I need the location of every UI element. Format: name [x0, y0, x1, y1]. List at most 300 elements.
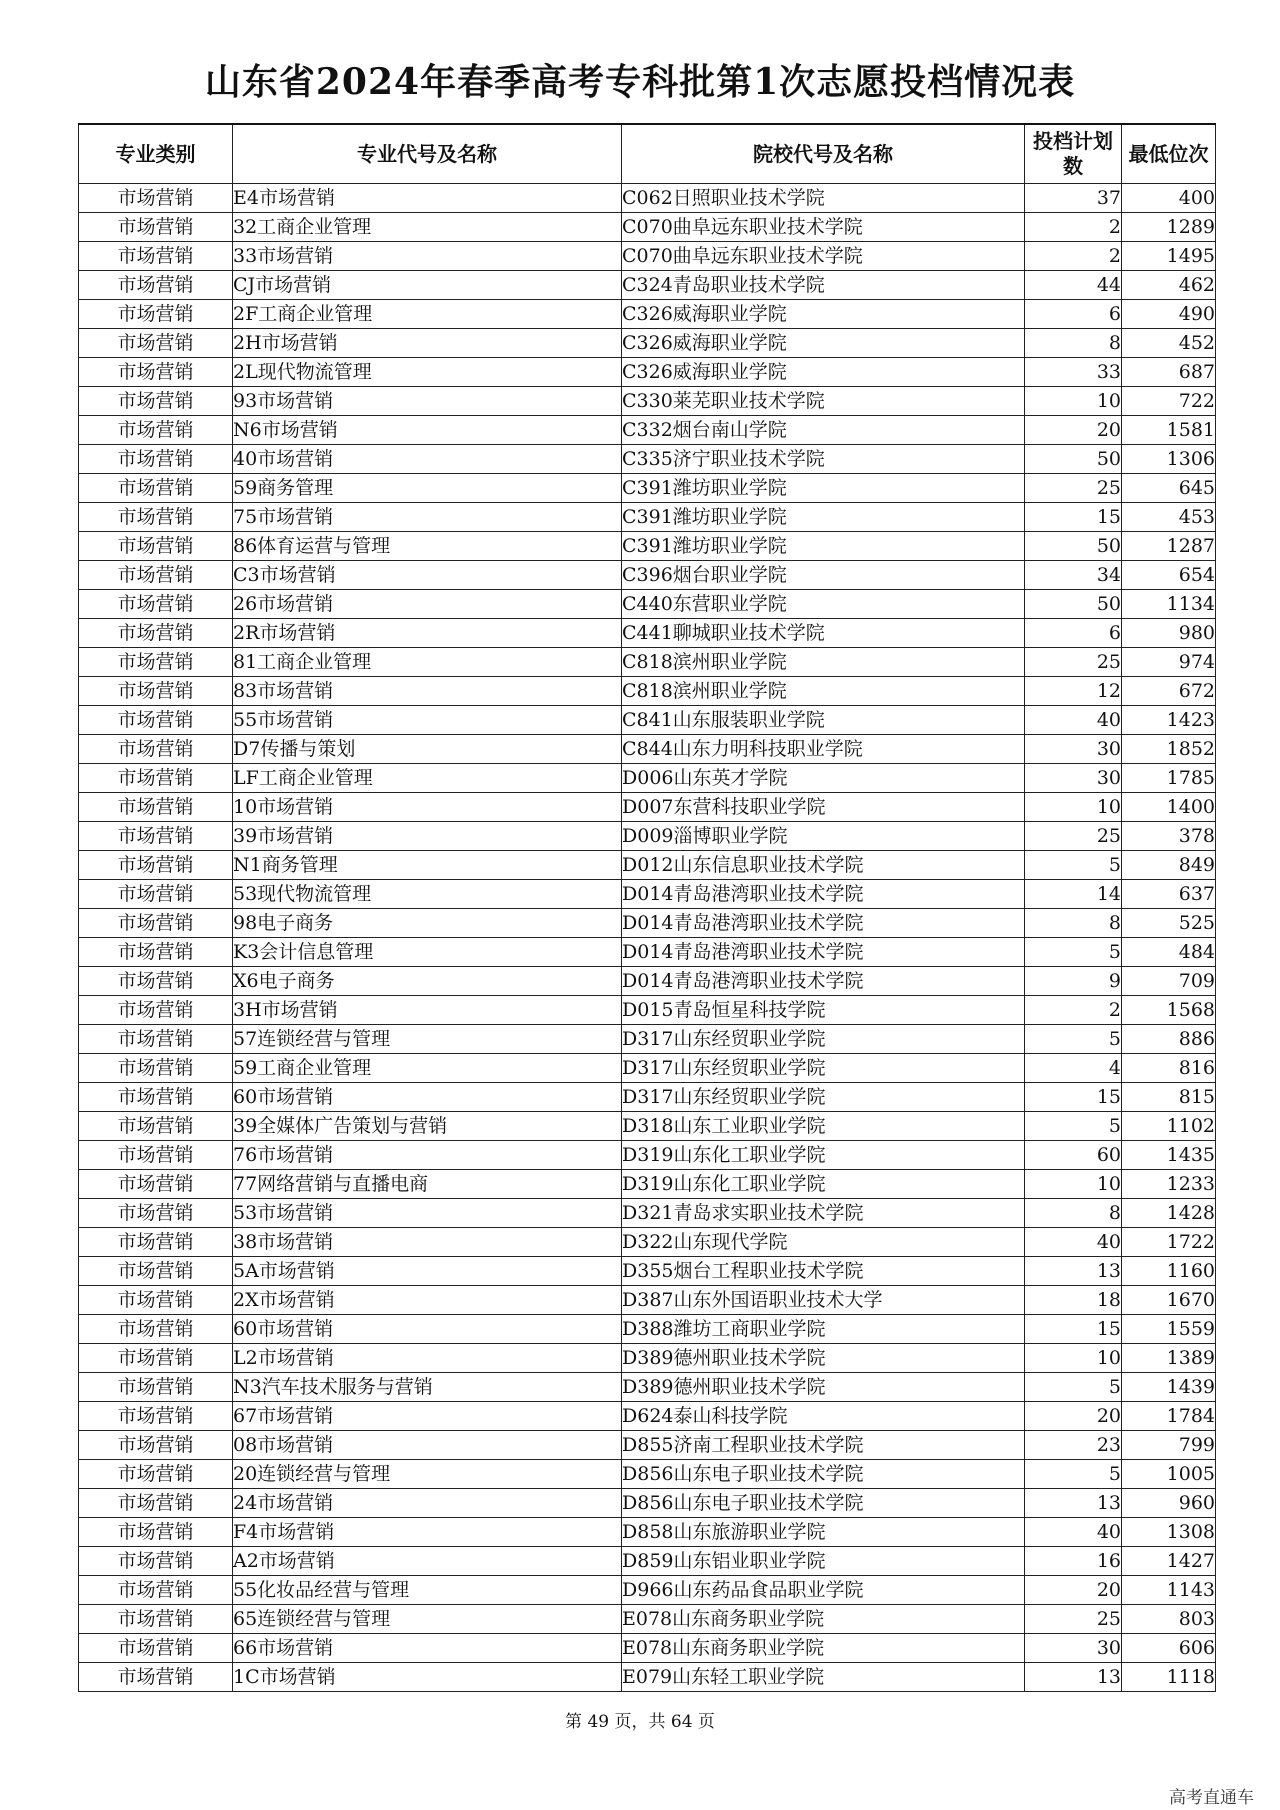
cell-plan-count: 18 [1025, 1286, 1122, 1315]
cell-plan-count: 30 [1025, 735, 1122, 764]
cell-major: K3会计信息管理 [233, 938, 622, 967]
table-row [79, 909, 1216, 938]
cell-major: 53市场营销 [233, 1199, 622, 1228]
cell-major: 2F工商企业管理 [233, 300, 622, 329]
table-row [79, 677, 1216, 706]
cell-plan-count: 5 [1025, 1112, 1122, 1141]
cell-plan-count: 5 [1025, 1373, 1122, 1402]
cell-category: 市场营销 [79, 648, 233, 677]
cell-school: C818滨州职业学院 [622, 648, 1025, 677]
cell-plan-count: 13 [1025, 1489, 1122, 1518]
cell-category: 市场营销 [79, 1373, 233, 1402]
cell-plan-count: 34 [1025, 561, 1122, 590]
cell-major: 86体育运营与管理 [233, 532, 622, 561]
cell-plan-count: 8 [1025, 909, 1122, 938]
cell-school: C440东营职业学院 [622, 590, 1025, 619]
cell-school: D856山东电子职业技术学院 [622, 1460, 1025, 1489]
cell-school: D858山东旅游职业学院 [622, 1518, 1025, 1547]
cell-category: 市场营销 [79, 1025, 233, 1054]
cell-plan-count: 44 [1025, 271, 1122, 300]
cell-school: D012山东信息职业技术学院 [622, 851, 1025, 880]
cell-category: 市场营销 [79, 1402, 233, 1431]
header-plan: 投档计划数 [1025, 124, 1122, 184]
cell-plan-count: 37 [1025, 184, 1122, 213]
cell-category: 市场营销 [79, 851, 233, 880]
cell-min-rank: 1784 [1122, 1402, 1216, 1431]
cell-school: D387山东外国语职业技术大学 [622, 1286, 1025, 1315]
cell-plan-count: 40 [1025, 1518, 1122, 1547]
cell-min-rank: 1289 [1122, 213, 1216, 242]
cell-school: C070曲阜远东职业技术学院 [622, 242, 1025, 271]
cell-category: 市场营销 [79, 793, 233, 822]
cell-major: 08市场营销 [233, 1431, 622, 1460]
table-row [79, 1663, 1216, 1692]
cell-min-rank: 799 [1122, 1431, 1216, 1460]
cell-major: 55市场营销 [233, 706, 622, 735]
table-row [79, 793, 1216, 822]
cell-school: E079山东轻工职业学院 [622, 1663, 1025, 1692]
cell-major: N6市场营销 [233, 416, 622, 445]
cell-category: 市场营销 [79, 735, 233, 764]
table-row [79, 851, 1216, 880]
cell-min-rank: 1581 [1122, 416, 1216, 445]
cell-school: D015青岛恒星科技学院 [622, 996, 1025, 1025]
cell-min-rank: 1160 [1122, 1257, 1216, 1286]
cell-plan-count: 5 [1025, 1460, 1122, 1489]
table-row [79, 590, 1216, 619]
cell-category: 市场营销 [79, 822, 233, 851]
cell-major: 10市场营销 [233, 793, 622, 822]
cell-major: 76市场营销 [233, 1141, 622, 1170]
cell-school: D014青岛港湾职业技术学院 [622, 967, 1025, 996]
cell-min-rank: 1427 [1122, 1547, 1216, 1576]
table-row [79, 1431, 1216, 1460]
cell-min-rank: 709 [1122, 967, 1216, 996]
table-row [79, 1025, 1216, 1054]
cell-major: 32工商企业管理 [233, 213, 622, 242]
cell-major: 38市场营销 [233, 1228, 622, 1257]
cell-plan-count: 20 [1025, 1576, 1122, 1605]
cell-plan-count: 4 [1025, 1054, 1122, 1083]
cell-min-rank: 1439 [1122, 1373, 1216, 1402]
cell-plan-count: 12 [1025, 677, 1122, 706]
table-row [79, 532, 1216, 561]
cell-category: 市场营销 [79, 1489, 233, 1518]
cell-school: D006山东英才学院 [622, 764, 1025, 793]
table-row [79, 1373, 1216, 1402]
cell-major: 53现代物流管理 [233, 880, 622, 909]
cell-plan-count: 25 [1025, 474, 1122, 503]
cell-min-rank: 1722 [1122, 1228, 1216, 1257]
cell-plan-count: 25 [1025, 822, 1122, 851]
cell-major: 26市场营销 [233, 590, 622, 619]
table-row [79, 1286, 1216, 1315]
cell-min-rank: 960 [1122, 1489, 1216, 1518]
cell-plan-count: 13 [1025, 1257, 1122, 1286]
cell-min-rank: 974 [1122, 648, 1216, 677]
table-row [79, 445, 1216, 474]
cell-major: 5A市场营销 [233, 1257, 622, 1286]
cell-major: N3汽车技术服务与营销 [233, 1373, 622, 1402]
cell-major: 59工商企业管理 [233, 1054, 622, 1083]
cell-plan-count: 50 [1025, 590, 1122, 619]
cell-category: 市场营销 [79, 677, 233, 706]
cell-category: 市场营销 [79, 532, 233, 561]
cell-plan-count: 30 [1025, 764, 1122, 793]
table-row [79, 213, 1216, 242]
cell-school: C326威海职业学院 [622, 329, 1025, 358]
header-school: 院校代号及名称 [622, 124, 1025, 184]
cell-major: CJ市场营销 [233, 271, 622, 300]
cell-school: D856山东电子职业技术学院 [622, 1489, 1025, 1518]
cell-category: 市场营销 [79, 706, 233, 735]
cell-category: 市场营销 [79, 1315, 233, 1344]
cell-min-rank: 722 [1122, 387, 1216, 416]
cell-min-rank: 1785 [1122, 764, 1216, 793]
cell-school: E078山东商务职业学院 [622, 1634, 1025, 1663]
cell-plan-count: 15 [1025, 1315, 1122, 1344]
table-body [79, 184, 1216, 1692]
table-row [79, 764, 1216, 793]
cell-school: C841山东服装职业学院 [622, 706, 1025, 735]
cell-category: 市场营销 [79, 1431, 233, 1460]
cell-min-rank: 490 [1122, 300, 1216, 329]
cell-school: C391潍坊职业学院 [622, 474, 1025, 503]
cell-major: 39市场营销 [233, 822, 622, 851]
cell-plan-count: 6 [1025, 619, 1122, 648]
cell-plan-count: 5 [1025, 1025, 1122, 1054]
cell-category: 市场营销 [79, 445, 233, 474]
cell-plan-count: 9 [1025, 967, 1122, 996]
table-row [79, 184, 1216, 213]
table-row [79, 1315, 1216, 1344]
cell-major: 65连锁经营与管理 [233, 1605, 622, 1634]
cell-category: 市场营销 [79, 1518, 233, 1547]
cell-school: D014青岛港湾职业技术学院 [622, 909, 1025, 938]
cell-min-rank: 645 [1122, 474, 1216, 503]
table-row [79, 1141, 1216, 1170]
table-row [79, 1518, 1216, 1547]
cell-category: 市场营销 [79, 300, 233, 329]
cell-school: D388潍坊工商职业学院 [622, 1315, 1025, 1344]
cell-major: 2L现代物流管理 [233, 358, 622, 387]
cell-min-rank: 1495 [1122, 242, 1216, 271]
cell-school: D009淄博职业学院 [622, 822, 1025, 851]
cell-plan-count: 50 [1025, 532, 1122, 561]
cell-plan-count: 30 [1025, 1634, 1122, 1663]
cell-category: 市场营销 [79, 967, 233, 996]
cell-school: C396烟台职业学院 [622, 561, 1025, 590]
table-row [79, 416, 1216, 445]
cell-category: 市场营销 [79, 184, 233, 213]
table-row [79, 619, 1216, 648]
cell-school: D007东营科技职业学院 [622, 793, 1025, 822]
cell-min-rank: 1568 [1122, 996, 1216, 1025]
cell-major: 3H市场营销 [233, 996, 622, 1025]
cell-major: 60市场营销 [233, 1315, 622, 1344]
cell-category: 市场营销 [79, 329, 233, 358]
cell-min-rank: 849 [1122, 851, 1216, 880]
cell-plan-count: 15 [1025, 1083, 1122, 1112]
cell-min-rank: 816 [1122, 1054, 1216, 1083]
table-row [79, 967, 1216, 996]
cell-min-rank: 1423 [1122, 706, 1216, 735]
cell-major: 77网络营销与直播电商 [233, 1170, 622, 1199]
cell-school: C326威海职业学院 [622, 358, 1025, 387]
page-title: 山东省2024年春季高考专科批第1次志愿投档情况表 [204, 61, 1076, 103]
admission-table [78, 123, 1216, 1692]
cell-major: 67市场营销 [233, 1402, 622, 1431]
cell-plan-count: 15 [1025, 503, 1122, 532]
cell-major: 2X市场营销 [233, 1286, 622, 1315]
cell-plan-count: 25 [1025, 1605, 1122, 1634]
cell-major: A2市场营销 [233, 1547, 622, 1576]
cell-min-rank: 1400 [1122, 793, 1216, 822]
cell-plan-count: 23 [1025, 1431, 1122, 1460]
cell-category: 市场营销 [79, 1547, 233, 1576]
cell-category: 市场营销 [79, 1228, 233, 1257]
cell-min-rank: 637 [1122, 880, 1216, 909]
cell-category: 市场营销 [79, 880, 233, 909]
cell-school: C070曲阜远东职业技术学院 [622, 213, 1025, 242]
table-row [79, 1344, 1216, 1373]
cell-major: 93市场营销 [233, 387, 622, 416]
cell-major: E4市场营销 [233, 184, 622, 213]
cell-min-rank: 1233 [1122, 1170, 1216, 1199]
cell-min-rank: 1559 [1122, 1315, 1216, 1344]
cell-major: 20连锁经营与管理 [233, 1460, 622, 1489]
cell-school: D014青岛港湾职业技术学院 [622, 938, 1025, 967]
header-rank: 最低位次 [1122, 124, 1216, 184]
cell-school: D966山东药品食品职业学院 [622, 1576, 1025, 1605]
cell-school: C844山东力明科技职业学院 [622, 735, 1025, 764]
cell-school: C324青岛职业技术学院 [622, 271, 1025, 300]
cell-plan-count: 10 [1025, 1344, 1122, 1373]
cell-plan-count: 16 [1025, 1547, 1122, 1576]
cell-school: D318山东工业职业学院 [622, 1112, 1025, 1141]
cell-min-rank: 1143 [1122, 1576, 1216, 1605]
cell-category: 市场营销 [79, 1199, 233, 1228]
cell-major: 60市场营销 [233, 1083, 622, 1112]
cell-category: 市场营销 [79, 1663, 233, 1692]
cell-min-rank: 1435 [1122, 1141, 1216, 1170]
cell-plan-count: 50 [1025, 445, 1122, 474]
cell-major: L2市场营销 [233, 1344, 622, 1373]
cell-plan-count: 13 [1025, 1663, 1122, 1692]
cell-school: D322山东现代学院 [622, 1228, 1025, 1257]
cell-school: D855济南工程职业技术学院 [622, 1431, 1025, 1460]
table-row [79, 1199, 1216, 1228]
cell-category: 市场营销 [79, 996, 233, 1025]
cell-school: D355烟台工程职业技术学院 [622, 1257, 1025, 1286]
cell-min-rank: 1306 [1122, 445, 1216, 474]
table-row [79, 1402, 1216, 1431]
cell-major: 2H市场营销 [233, 329, 622, 358]
cell-school: E078山东商务职业学院 [622, 1605, 1025, 1634]
cell-school: C391潍坊职业学院 [622, 532, 1025, 561]
cell-category: 市场营销 [79, 503, 233, 532]
cell-plan-count: 6 [1025, 300, 1122, 329]
cell-category: 市场营销 [79, 1054, 233, 1083]
cell-plan-count: 5 [1025, 851, 1122, 880]
cell-category: 市场营销 [79, 1576, 233, 1605]
table-row [79, 300, 1216, 329]
cell-plan-count: 20 [1025, 416, 1122, 445]
table-row [79, 996, 1216, 1025]
cell-min-rank: 1428 [1122, 1199, 1216, 1228]
table-row [79, 561, 1216, 590]
cell-min-rank: 484 [1122, 938, 1216, 967]
cell-major: 1C市场营销 [233, 1663, 622, 1692]
cell-min-rank: 672 [1122, 677, 1216, 706]
cell-plan-count: 10 [1025, 1170, 1122, 1199]
table-header-row [79, 124, 1216, 184]
table-row [79, 358, 1216, 387]
cell-plan-count: 60 [1025, 1141, 1122, 1170]
table-row [79, 387, 1216, 416]
cell-category: 市场营销 [79, 1257, 233, 1286]
cell-category: 市场营销 [79, 1460, 233, 1489]
cell-category: 市场营销 [79, 474, 233, 503]
table-row [79, 1112, 1216, 1141]
cell-school: D624泰山科技学院 [622, 1402, 1025, 1431]
cell-major: 40市场营销 [233, 445, 622, 474]
cell-plan-count: 2 [1025, 242, 1122, 271]
cell-school: D389德州职业技术学院 [622, 1344, 1025, 1373]
cell-plan-count: 10 [1025, 387, 1122, 416]
cell-major: 2R市场营销 [233, 619, 622, 648]
cell-school: C326威海职业学院 [622, 300, 1025, 329]
table-row [79, 1576, 1216, 1605]
cell-min-rank: 1852 [1122, 735, 1216, 764]
cell-min-rank: 400 [1122, 184, 1216, 213]
cell-category: 市场营销 [79, 271, 233, 300]
cell-min-rank: 815 [1122, 1083, 1216, 1112]
table-row [79, 1489, 1216, 1518]
cell-min-rank: 378 [1122, 822, 1216, 851]
cell-major: 66市场营销 [233, 1634, 622, 1663]
cell-plan-count: 25 [1025, 648, 1122, 677]
cell-min-rank: 980 [1122, 619, 1216, 648]
cell-major: C3市场营销 [233, 561, 622, 590]
cell-plan-count: 14 [1025, 880, 1122, 909]
cell-min-rank: 1670 [1122, 1286, 1216, 1315]
cell-school: D319山东化工职业学院 [622, 1170, 1025, 1199]
cell-min-rank: 803 [1122, 1605, 1216, 1634]
table-row [79, 1547, 1216, 1576]
cell-category: 市场营销 [79, 619, 233, 648]
cell-school: D389德州职业技术学院 [622, 1373, 1025, 1402]
cell-major: F4市场营销 [233, 1518, 622, 1547]
cell-category: 市场营销 [79, 938, 233, 967]
watermark-text: 高考直通车 [1169, 1788, 1254, 1808]
cell-min-rank: 1308 [1122, 1518, 1216, 1547]
cell-plan-count: 40 [1025, 1228, 1122, 1257]
cell-min-rank: 462 [1122, 271, 1216, 300]
cell-min-rank: 1102 [1122, 1112, 1216, 1141]
cell-school: C062日照职业技术学院 [622, 184, 1025, 213]
cell-school: C335济宁职业技术学院 [622, 445, 1025, 474]
cell-plan-count: 8 [1025, 329, 1122, 358]
cell-major: 33市场营销 [233, 242, 622, 271]
cell-major: 55化妆品经营与管理 [233, 1576, 622, 1605]
table-row [79, 1460, 1216, 1489]
cell-category: 市场营销 [79, 590, 233, 619]
cell-plan-count: 2 [1025, 213, 1122, 242]
header-major: 专业代号及名称 [233, 124, 622, 184]
cell-major: 98电子商务 [233, 909, 622, 938]
cell-major: 57连锁经营与管理 [233, 1025, 622, 1054]
cell-min-rank: 452 [1122, 329, 1216, 358]
cell-category: 市场营销 [79, 1141, 233, 1170]
cell-plan-count: 10 [1025, 793, 1122, 822]
cell-min-rank: 453 [1122, 503, 1216, 532]
cell-major: 75市场营销 [233, 503, 622, 532]
table-row [79, 474, 1216, 503]
table-row [79, 880, 1216, 909]
table-row [79, 1257, 1216, 1286]
cell-school: D317山东经贸职业学院 [622, 1054, 1025, 1083]
cell-plan-count: 8 [1025, 1199, 1122, 1228]
cell-min-rank: 1118 [1122, 1663, 1216, 1692]
cell-plan-count: 5 [1025, 938, 1122, 967]
cell-school: C441聊城职业技术学院 [622, 619, 1025, 648]
table-row [79, 1170, 1216, 1199]
table-row [79, 242, 1216, 271]
cell-category: 市场营销 [79, 1634, 233, 1663]
cell-school: D319山东化工职业学院 [622, 1141, 1025, 1170]
cell-major: N1商务管理 [233, 851, 622, 880]
table-row [79, 1083, 1216, 1112]
cell-major: D7传播与策划 [233, 735, 622, 764]
table-row [79, 271, 1216, 300]
cell-min-rank: 886 [1122, 1025, 1216, 1054]
cell-min-rank: 525 [1122, 909, 1216, 938]
cell-category: 市场营销 [79, 1112, 233, 1141]
table-row [79, 1228, 1216, 1257]
table-row [79, 648, 1216, 677]
cell-major: 39全媒体广告策划与营销 [233, 1112, 622, 1141]
cell-category: 市场营销 [79, 358, 233, 387]
cell-school: C330莱芜职业技术学院 [622, 387, 1025, 416]
cell-min-rank: 654 [1122, 561, 1216, 590]
cell-school: D317山东经贸职业学院 [622, 1025, 1025, 1054]
cell-category: 市场营销 [79, 561, 233, 590]
cell-school: D859山东铝业职业学院 [622, 1547, 1025, 1576]
table-row [79, 329, 1216, 358]
cell-school: D321青岛求实职业技术学院 [622, 1199, 1025, 1228]
cell-major: 59商务管理 [233, 474, 622, 503]
cell-major: 81工商企业管理 [233, 648, 622, 677]
page-number: 第 49 页，共 64 页 [565, 1712, 715, 1732]
table-row [79, 1605, 1216, 1634]
cell-plan-count: 2 [1025, 996, 1122, 1025]
cell-major: 24市场营销 [233, 1489, 622, 1518]
cell-major: LF工商企业管理 [233, 764, 622, 793]
table-row [79, 1634, 1216, 1663]
cell-min-rank: 1389 [1122, 1344, 1216, 1373]
cell-category: 市场营销 [79, 1286, 233, 1315]
cell-plan-count: 40 [1025, 706, 1122, 735]
table-row [79, 1054, 1216, 1083]
cell-min-rank: 606 [1122, 1634, 1216, 1663]
cell-school: C332烟台南山学院 [622, 416, 1025, 445]
cell-major: 83市场营销 [233, 677, 622, 706]
cell-major: X6电子商务 [233, 967, 622, 996]
cell-category: 市场营销 [79, 1605, 233, 1634]
cell-school: C391潍坊职业学院 [622, 503, 1025, 532]
cell-category: 市场营销 [79, 387, 233, 416]
